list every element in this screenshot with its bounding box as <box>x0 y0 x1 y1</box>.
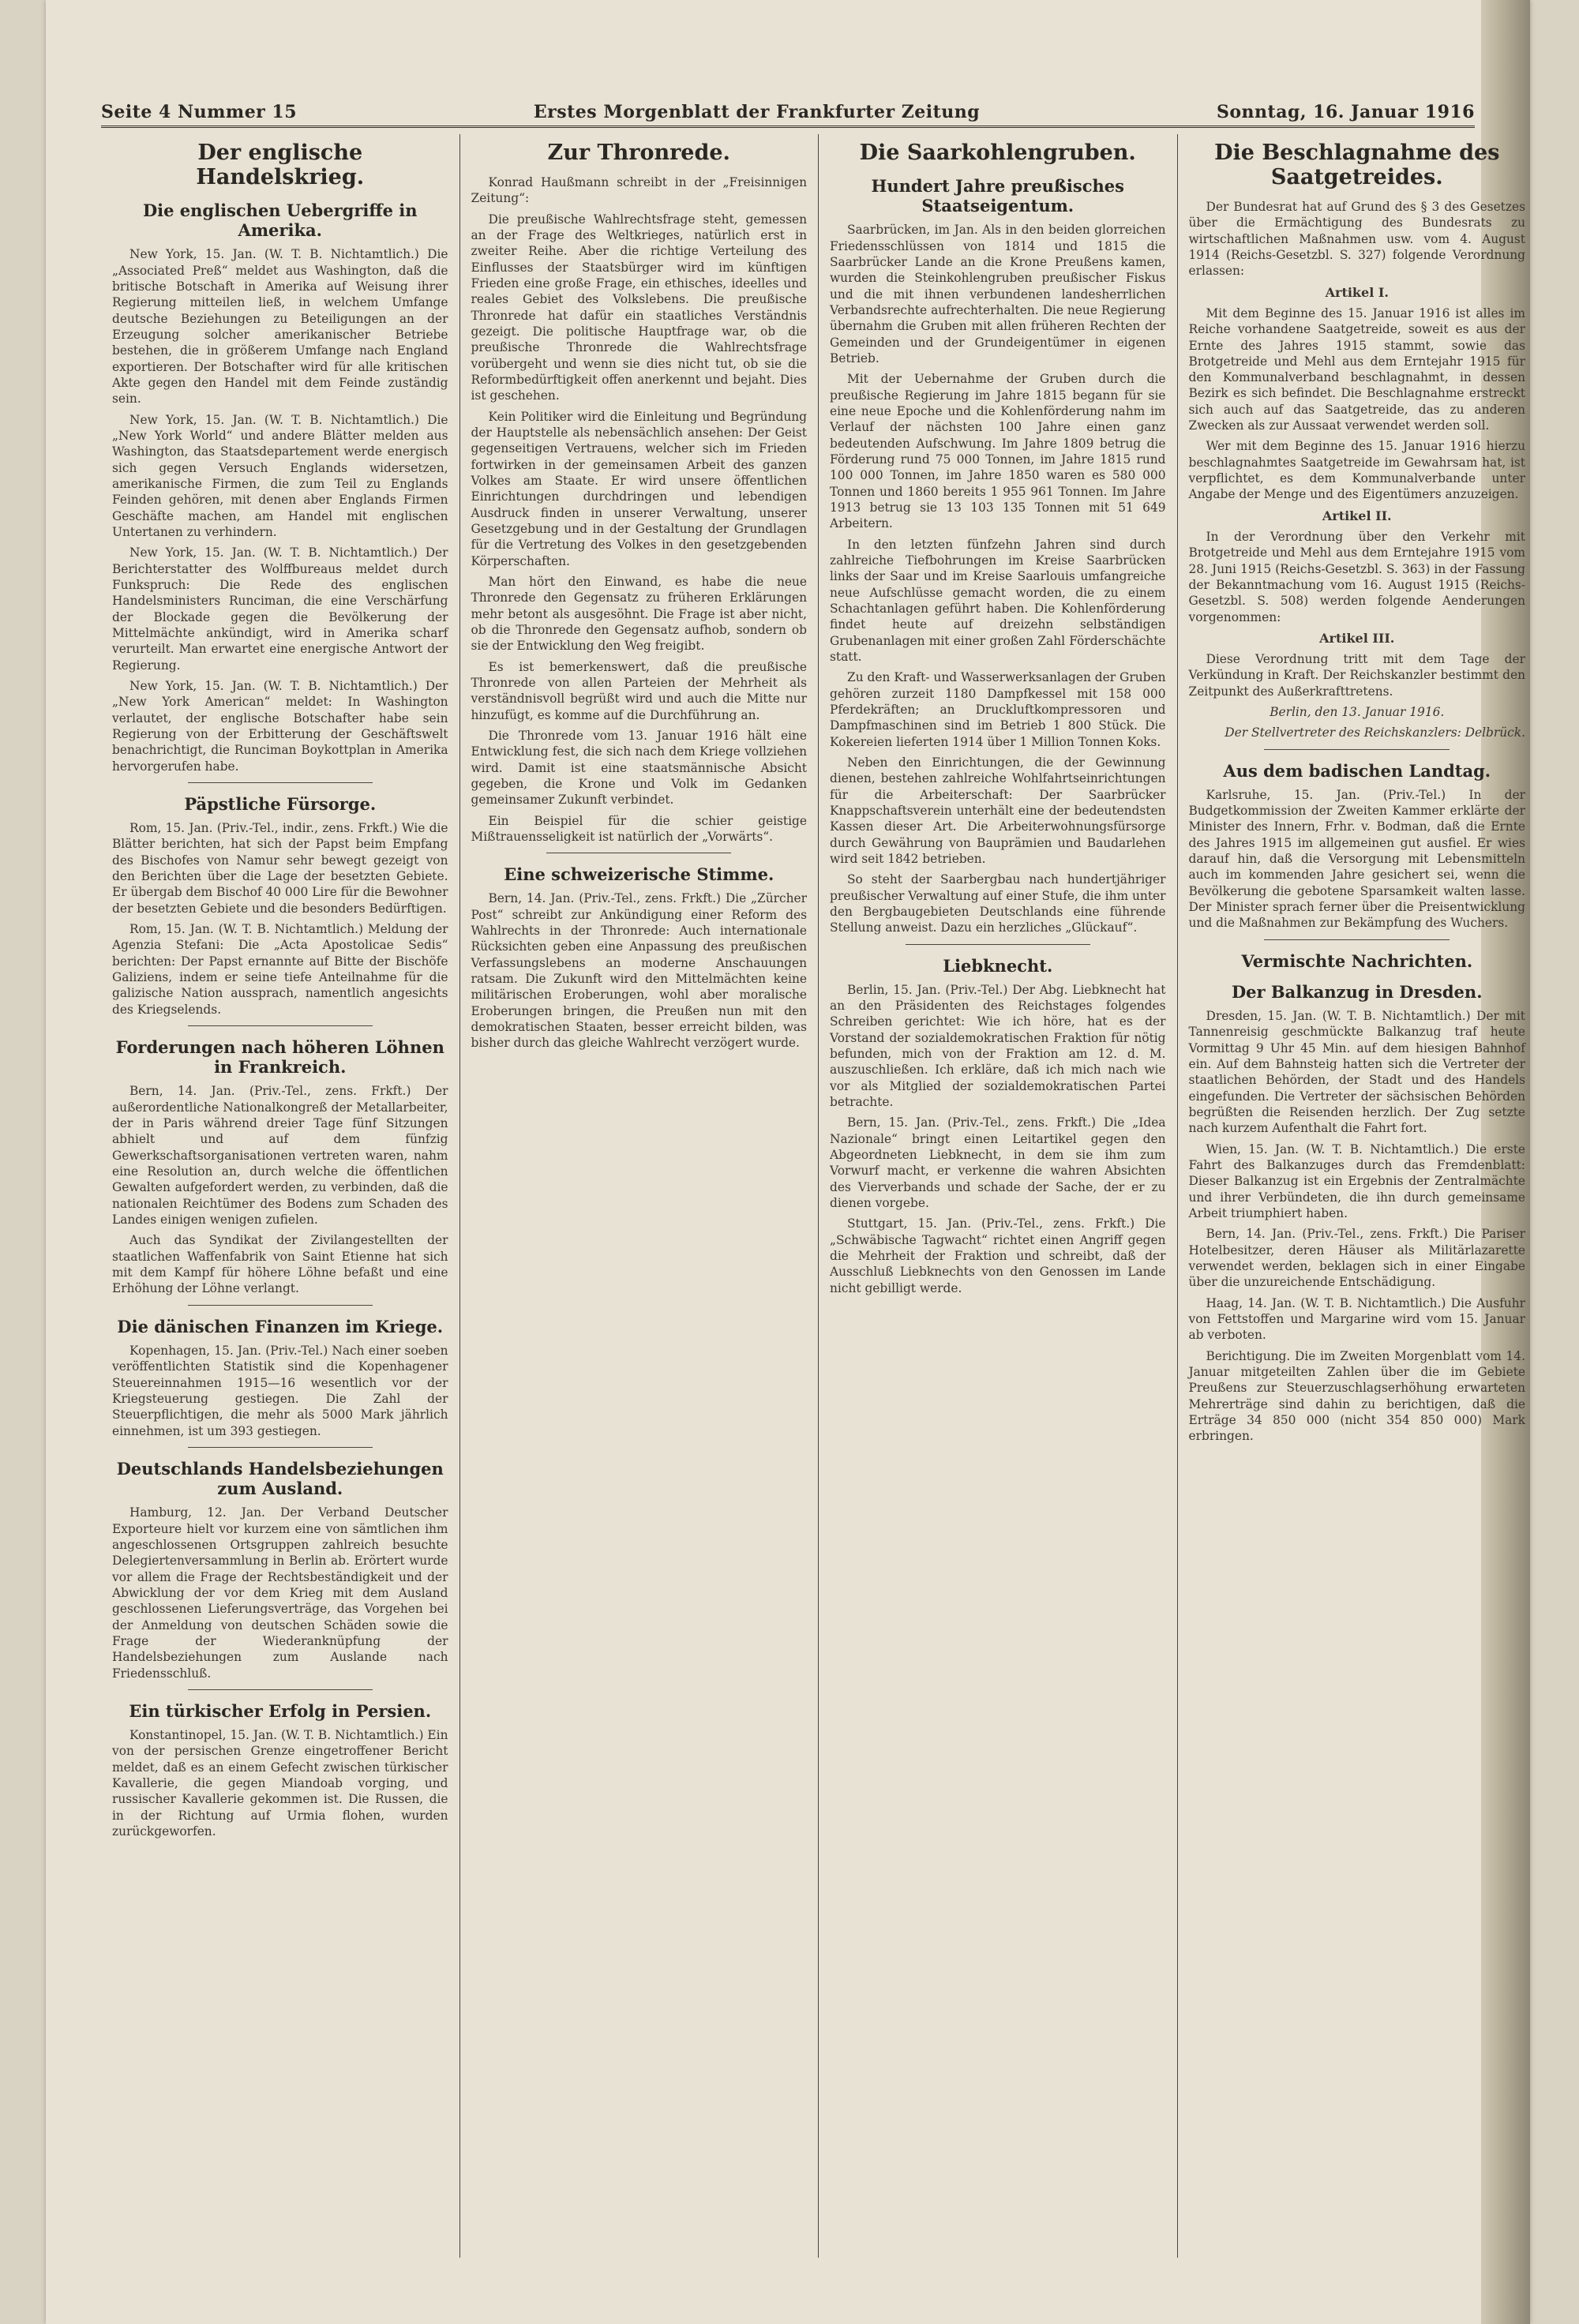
paragraph: Berichtigung. Die im Zweiten Morgenblatt vom 14. Januar mitgeteilten Zahlen über die im Gebiete Preußens zur Steuerzuschlagserhöhung erwarteten Mehrerträge sind dahin zu berichtigen, daß die Erträge 34 850 000 (nicht 354 850 000) Mark erbringen. <box>1188 1348 1525 1444</box>
issue-date: Sonntag, 16. Januar 1916 <box>1217 102 1475 122</box>
paragraph: Die Thronrede vom 13. Januar 1916 hält eine Entwicklung fest, die sich nach dem Kriege vollziehen wird. Damit ist eine staatsmännische Absicht gegeben, die Krone und Volk im Gedanken gemeinsamer Zukunft verbindet. <box>471 728 807 808</box>
paragraph: Auch das Syndikat der Zivilangestellten der staatlichen Waffenfabrik von Saint Etienne hat sich mit dem Kampf für höhere Löhne befaßt und eine Erhöhung der Löhne verlangt. <box>112 1233 448 1296</box>
subhead-handelsbeziehungen: Deutschlands Handelsbeziehungen zum Ausland. <box>116 1458 444 1499</box>
paragraph: Der Bundesrat hat auf Grund des § 3 des Gesetzes über die Ermächtigung des Bundesrats zu wirtschaftlichen Maßnahmen usw. vom 4. August 1914 (Reichs-Gesetzbl. S. 327) folgende Verordnung erlassen: <box>1188 200 1525 279</box>
divider <box>906 944 1090 945</box>
paragraph: Wien, 15. Jan. (W. T. B. Nichtamtlich.) Die erste Fahrt des Balkanzuges durch das Fremdenblatt: Dieser Balkanzug ist ein Ergebnis der Zentralmächte und ihrer Verbündeten, die ihn durch gemeinsame Arbeit triumphiert haben. <box>1188 1141 1525 1221</box>
paragraph: Bern, 14. Jan. (Priv.-Tel., zens. Frkft.) Der außerordentliche Nationalkongreß der Metallarbeiter, der in Paris während dreier Tage fünf Sitzungen abhielt und auf dem fünfzig Gewerkschaftsorganisationen vertreten waren, nahm eine Resolution an, durch welche die öffentlichen Gewalten aufgefordert werden, zu verbinden, daß die nationalen Reichtümer des Bodens zum Schaden des Landes einigen wenigen zufielen. <box>112 1084 448 1228</box>
column-3 <box>819 134 1178 2258</box>
subhead-uebergriffe: Die englischen Uebergriffe in Amerika. <box>142 201 418 241</box>
paragraph: In den letzten fünfzehn Jahren sind durch zahlreiche Tiefbohrungen im Kreise Saarbrücken links der Saar und im Kreise Saarlouis umfangreiche neue Aufschlüsse gemacht worden, die zu einem Schachtanlagen geführt haben. Die Kohlenförderung findet heute auf dreizehn selbständigen Grubenanlagen mit einer großen Zahl Förderschächte statt. <box>830 537 1166 664</box>
paragraph: Kein Politiker wird die Einleitung und Begründung der Hauptstelle als nebensächlich ansehen: Der Geist gegenseitigen Vertrauens, welcher sich im Frieden fortwirken in der gemeinsamen Arbeit des ganzen Volkes am Staate. Er wird unsere öffentlichen Einrichtungen durchdringen und lebendigen Ausdruck finden in unserer Verwaltung, unserer Gesetzgebung und in der Gestaltung der Grundlagen für die Vertretung des Volkes in den gesetzgebenden Körperschaften. <box>471 409 807 568</box>
paragraph: New York, 15. Jan. (W. T. B. Nichtamtlich.) Der „New York American“ meldet: In Washington verlautet, der englische Botschafter habe sein Regierung von der Erbitterung der Geschäftswelt benachrichtigt, die Runciman Boykottplan in Amerika hervorgerufen habe. <box>112 679 448 774</box>
paragraph: Haag, 14. Jan. (W. T. B. Nichtamtlich.) Die Ausfuhr von Fettstoffen und Margarine wird vom 15. Januar ab verboten. <box>1188 1295 1525 1343</box>
paragraph: Ein Beispiel für die schier geistige Mißtrauensseligkeit ist natürlich der „Vorwärts“. <box>471 813 807 844</box>
column-1 <box>101 134 460 2258</box>
decree-signature: Der Stellvertreter des Reichskanzlers: Delbrück. <box>1225 725 1525 740</box>
article-heading: Artikel II. <box>1322 508 1392 523</box>
subhead-badischer-landtag: Aus dem badischen Landtag. <box>1223 760 1491 781</box>
divider <box>1264 749 1450 750</box>
paragraph: Zu den Kraft- und Wasserwerksanlagen der Gruben gehören zurzeit 1180 Dampfkessel mit 158 000 Pferdekräften; an Druckluftkompressoren und Dampfmaschinen sind im Betrieb 1 800 Stück. Die Kokereien lieferten 1914 über 1 Million Tonnen Koks. <box>830 670 1166 749</box>
subhead-daenische-finanzen: Die dänischen Finanzen im Kriege. <box>117 1316 444 1336</box>
newspaper-name: Erstes Morgenblatt der Frankfurter Zeitung <box>533 102 981 122</box>
subhead-liebknecht: Liebknecht. <box>943 955 1053 976</box>
masthead <box>101 96 1475 128</box>
headline-thronrede: Zur Thronrede. <box>547 141 730 165</box>
paragraph: Dresden, 15. Jan. (W. T. B. Nichtamtlich.) Der mit Tannenreisig geschmückte Balkanzug traf heute Vormittag 9 Uhr 45 Min. auf dem hiesigen Bahnhof ein. Auf dem Bahnsteig hatten sich die Vertreter der staatlichen Behörden, der Stadt und des Handels eingefunden. Die Vertreter der sächsischen Behörden begrüßten die Reisenden herzlich. Der Zug setzte nach kurzem Aufenthalt die Fahrt fort. <box>1188 1009 1525 1136</box>
paragraph: Karlsruhe, 15. Jan. (Priv.-Tel.) In der Budgetkommission der Zweiten Kammer erklärte der Minister des Innern, Frhr. v. Bodman, daß die Ernte des Jahres 1915 im allgemeinen gut ausfiel. Er wies darauf hin, daß die Versorgung mit Lebensmitteln auch im kommenden Jahre gesichert sei, wenn die Bevölkerung die gebotene Sparsamkeit walten lasse. Der Minister sprach ferner über die Preisentwicklung und die Maßnahmen zur Bekämpfung des Wuchers. <box>1188 787 1525 931</box>
headline-beschlagnahme: Die Beschlagnahme des Saatgetreides. <box>1214 141 1500 190</box>
newspaper-page <box>46 0 1530 2324</box>
subhead-balkanzug: Der Balkanzug in Dresden. <box>1231 981 1483 1002</box>
subhead-fuersorge: Päpstliche Fürsorge. <box>184 793 377 814</box>
article-columns <box>101 134 1536 2258</box>
paragraph: Kopenhagen, 15. Jan. (Priv.-Tel.) Nach einer soeben veröffentlichten Statistik sind die Kopenhagener Steuereinnahmen 1915—16 wesentlich vor der Kriegsteuerung gestiegen. Die Zahl der Steuerpflichtigen, die mehr als 5000 Mark jährlich einnehmen, ist um 393 gestiegen. <box>112 1343 448 1438</box>
paragraph: Konstantinopel, 15. Jan. (W. T. B. Nichtamtlich.) Ein von der persischen Grenze eingetroffener Bericht meldet, daß es an einem Gefecht zwischen türkischer Kavallerie, die gegen Miandoab vorging, und russischer Kavallerie gekommen ist. Die Russen, die in der Richtung auf Urmia flohen, wurden zurückgeworfen. <box>112 1728 448 1839</box>
paragraph: New York, 15. Jan. (W. T. B. Nichtamtlich.) Die „Associated Preß“ meldet aus Washington, daß die britische Botschaft in Amerika auf Weisung ihrer Regierung mitteilen ließ, in welchem Umfange deutsche Beziehungen zu Beteiligungen an der Erzeugung solcher amerikanischer Betriebe bestehen, die in größerem Umfange nach England exportieren. Der Botschafter wird für alle kritischen Akte gegen den Handel mit dem Feinde zuständig sein. <box>112 247 448 407</box>
paragraph: Neben den Einrichtungen, die der Gewinnung dienen, bestehen zahlreiche Wohlfahrtseinrichtungen für die Arbeiterschaft: Der Saarbrücker Knappschaftsverein unterhält eine der bedeutendsten Kassen dieser Art. Die Arbeiterwohnungsfürsorge durch Gewährung von Bauprämien und Baudarlehen wird seit 1842 betrieben. <box>830 755 1166 866</box>
paragraph: Bern, 15. Jan. (Priv.-Tel., zens. Frkft.) Die „Idea Nazionale“ bringt einen Leitartikel gegen den Abgeordneten Liebknecht, in dem sie ihm zum Vorwurf macht, er verkenne die wahren Absichten des Vierverbands und schade der Sache, der er zu dienen vorgebe. <box>830 1115 1166 1210</box>
article-heading: Artikel I. <box>1325 284 1389 300</box>
paragraph: Die preußische Wahlrechtsfrage steht, gemessen an der Frage des Weltkrieges, natürlich erst in zweiter Reihe. Aber die richtige Verteilung des Einflusses der Staatsbürger wird im künftigen Frieden eine große Frage, ein ethisches, ideelles und reales Gebiet des Volkslebens. Die preußische Thronrede hat dafür ein staatliches Verständnis gezeigt. Die politische Hauptfrage war, ob die preußische Thronrede die Wahlrechtsfrage vorübergeht und wenn sie dies nicht tut, ob sie die Reformbedürftigkeit offen anerkennt und bejaht. Dies ist geschehen. <box>471 212 807 403</box>
headline-saarkohlengruben: Die Saarkohlengruben. <box>859 141 1136 165</box>
divider <box>1264 939 1450 940</box>
paragraph: Rom, 15. Jan. (W. T. B. Nichtamtlich.) Meldung der Agenzia Stefani: Die „Acta Apostolicae Sedis“ berichten: Der Papst ernannte auf Bitte der Bischöfe Galiziens, indem er seine tiefe Anteilnahme für die galizische Nation aussprach, namentlich angesichts des Kriegselends. <box>112 922 448 1017</box>
column-4 <box>1178 134 1537 2258</box>
subhead-tuerkischer-erfolg: Ein türkischer Erfolg in Persien. <box>129 1700 432 1721</box>
paragraph: Wer mit dem Beginne des 15. Januar 1916 hierzu beschlagnahmtes Saatgetreide im Gewahrsam hat, ist verpflichtet, es dem Kommunalverbande unter Angabe der Menge und des Eigentümers anzuzeigen. <box>1188 439 1525 502</box>
divider <box>188 1689 373 1690</box>
paragraph: Stuttgart, 15. Jan. (Priv.-Tel., zens. Frkft.) Die „Schwäbische Tagwacht“ richtet einen Angriff gegen die Mehrheit der Fraktion und schreibt, daß der Ausschluß Liebknechts von den Genossen im Lande nicht gebilligt werde. <box>830 1216 1166 1295</box>
subhead-schweizerische-stimme: Eine schweizerische Stimme. <box>504 864 774 885</box>
divider <box>188 1305 373 1306</box>
paragraph: Mit der Uebernahme der Gruben durch die preußische Regierung im Jahre 1815 begann für sie eine neue Epoche und die Kohlenförderung nahm im Verlauf der nächsten 100 Jahre einen ganz bedeutenden Aufschwung. Im Jahre 1809 betrug die Förderung rund 75 000 Tonnen, im Jahre 1815 rund 100 000 Tonnen, im Jahre 1850 waren es 580 000 Tonnen und 1860 bereits 1 955 961 Tonnen. Im Jahre 1913 betrug sie 13 103 135 Tonnen mit 51 649 Arbeitern. <box>830 372 1166 531</box>
paragraph: Rom, 15. Jan. (Priv.-Tel., indir., zens. Frkft.) Wie die Blätter berichten, hat sich der Papst beim Empfang des Bischofes von Namur sehr bewegt gezeigt von den Berichten über die Lage der besetzten Gebiete. Er übergab dem Bischof 40 000 Lire für die Bewohner der besetzten Gebiete und die besonders Bedürftigen. <box>112 821 448 916</box>
subhead-vermischte-nachrichten: Vermischte Nachrichten. <box>1241 950 1473 971</box>
subhead-loehne: Forderungen nach höheren Löhnen in Frankreich. <box>115 1037 444 1078</box>
paragraph: Saarbrücken, im Jan. Als in den beiden glorreichen Friedensschlüssen von 1814 und 1815 die Saarbrücker Lande an die Krone Preußens kamen, wurden die Steinkohlengruben preußischer Fiskus und die mit ihnen verbundenen landesherrlichen Verbandsrechte aufrechterhalten. Die neue Regierung übernahm die Gruben mit allen früheren Rechten der Gemeinden und der Grundeigentümer in eigenen Betrieb. <box>830 223 1166 366</box>
paragraph: Konrad Haußmann schreibt in der „Freisinnigen Zeitung“: <box>471 175 807 206</box>
paragraph: New York, 15. Jan. (W. T. B. Nichtamtlich.) Der Berichterstatter des Wolffbureaus meldet durch Funkspruch: Die Rede des englischen Handelsministers Runciman, die eine Verschärfung der Blockade gegen die Bevölkerung der Mittelmächte ankündigt, wird in Amerika scharf verurteilt. Man erwartet eine energische Antwort der Regierung. <box>112 545 448 673</box>
divider <box>188 1025 373 1026</box>
paragraph: Diese Verordnung tritt mit dem Tage der Verkündung in Kraft. Der Reichskanzler bestimmt den Zeitpunkt des Außerkrafttretens. <box>1188 651 1525 699</box>
paragraph: Man hört den Einwand, es habe die neue Thronrede den Gegensatz zu früheren Erklärungen mehr betont als ausgesöhnt. Die Frage ist aber nicht, ob die Thronrede den Gegensatz aufhob, sondern ob sie der Entwicklung den Weg freigibt. <box>471 574 807 654</box>
paragraph: Bern, 14. Jan. (Priv.-Tel., zens. Frkft.) Die „Zürcher Post“ schreibt zur Ankündigung einer Reform des Wahlrechts in der Thronrede: Auch internationale Rücksichten geben eine Anpassung des preußischen Verfassungslebens an moderne Anschauungen ratsam. Die Zukunft wird den Mittelmächten keine militärischen Eroberungen, wohl aber moralische Eroberungen bringen, die Preußen nun mit den demokratischen Staaten, besser erreicht bilden, was bisher durch das gleiche Wahlrecht verzögert wurde. <box>471 891 807 1051</box>
paragraph: So steht der Saarbergbau nach hundertjähriger preußischer Verwaltung auf einer Stufe, die ihm unter den Bergbaugebieten Deutschlands eine führende Stellung anweist. Dazu ein herzliches „Glückauf“. <box>830 872 1166 935</box>
paragraph: New York, 15. Jan. (W. T. B. Nichtamtlich.) Die „New York World“ und andere Blätter melden aus Washington, das Staatsdepartement werde energisch sich gegen Versuch Englands widersetzen, amerikanische Firmen, die zum Teil zu Englands Feinden gehören, mit denen aber Englands Firmen Geschäfte machen, am Handel mit englischen Untertanen zu verhindern. <box>112 412 448 540</box>
decree-date: Berlin, den 13. Januar 1916. <box>1270 704 1445 719</box>
paragraph: In der Verordnung über den Verkehr mit Brotgetreide und Mehl aus dem Erntejahre 1915 vom 28. Juni 1915 (Reichs-Gesetzbl. S. 363) in der Fassung der Bekanntmachung vom 16. August 1915 (Reichs-Gesetzbl. S. 508) werden folgende Aenderungen vorgenommen: <box>1188 529 1525 624</box>
column-2 <box>460 134 820 2258</box>
divider <box>188 1447 373 1448</box>
paragraph: Hamburg, 12. Jan. Der Verband Deutscher Exporteure hielt vor kurzem eine von sämtlichen ihm angeschlossenen Ortsgruppen zahlreich besuchte Delegiertenversammlung in Berlin ab. Erörtert wurde vor allem die Frage der Rechtsbeständigkeit und der Abwicklung der vor dem Krieg mit dem Ausland geschlossenen Lieferungsverträge, das Vorgehen bei der Anmeldung von deutschen Schäden sowie die Frage der Wiederanknüpfung der Handelsbeziehungen zum Auslande nach Friedensschluß. <box>112 1505 448 1681</box>
headline-handelskrieg: Der englische Handelskrieg. <box>196 141 365 190</box>
divider <box>188 782 373 783</box>
page-number: Seite 4 Nummer 15 <box>101 102 298 122</box>
paragraph: Es ist bemerkenswert, daß die preußische Thronrede von allen Parteien der Mehrheit als verständnisvoll begrüßt wird und auch die Mitte nur hinzufügt, es komme auf die Durchführung an. <box>471 659 807 722</box>
paragraph: Mit dem Beginne des 15. Januar 1916 ist alles im Reiche vorhandene Saatgetreide, soweit es aus der Ernte des Jahres 1915 stammt, sowie das Brotgetreide und Mehl aus dem Erntejahr 1915 für den Kommunalverband beschlagnahmt, in dessen Bezirk es sich befindet. Die Beschlagnahme erstreckt sich auch auf das Saatgetreide, das zu anderen Zwecken als zur Aussaat verwendet werden soll. <box>1188 305 1525 433</box>
paragraph: Bern, 14. Jan. (Priv.-Tel., zens. Frkft.) Die Pariser Hotelbesitzer, deren Häuser als Militärlazarette verwendet werden, beklagen sich in einer Eingabe über die unzureichende Entschädigung. <box>1188 1227 1525 1290</box>
paragraph: Berlin, 15. Jan. (Priv.-Tel.) Der Abg. Liebknecht hat an den Präsidenten des Reichstages folgendes Schreiben gerichtet: Wie ich höre, hat es der Vorstand der sozialdemokratischen Fraktion für nötig befunden, mich von der Fraktion am 12. d. M. auszuschließen. Ich erkläre, daß ich mich nach wie vor als Mitglied der sozialdemokratischen Partei betrachte. <box>830 982 1166 1110</box>
article-heading: Artikel III. <box>1319 630 1395 646</box>
subhead-hundert-jahre: Hundert Jahre preußisches Staatseigentum. <box>871 176 1124 216</box>
